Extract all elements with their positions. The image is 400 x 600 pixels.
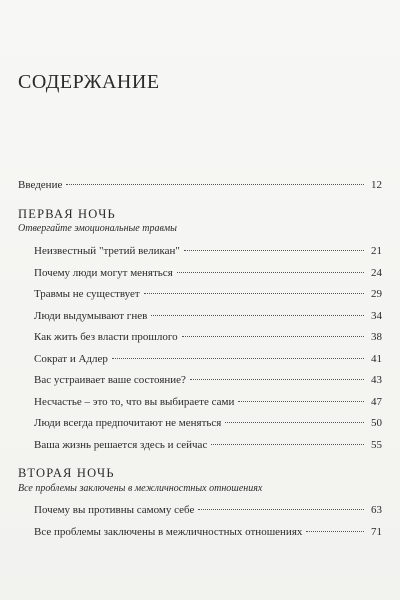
toc-entry-page: 63: [371, 504, 382, 516]
toc-entry-page: 34: [371, 310, 382, 322]
dot-leader: [238, 401, 364, 402]
toc-entry-label: Почему люди могут меняться: [34, 267, 173, 279]
page-title: СОДЕРЖАНИЕ: [18, 71, 160, 93]
toc-entry-page: 29: [371, 288, 382, 300]
dot-leader: [144, 293, 364, 294]
part-title: ПЕРВАЯ НОЧЬ: [18, 207, 116, 221]
toc-entry: [34, 395, 382, 409]
dot-leader: [177, 272, 364, 273]
toc-entry-label: Введение: [18, 179, 63, 191]
toc-entry-label: Люди выдумывают гнев: [34, 310, 148, 322]
toc-entry: [34, 266, 382, 280]
toc-entry-page: 43: [371, 374, 382, 386]
dot-leader: [182, 336, 364, 337]
toc-entry-label: Несчастье – это то, что вы выбираете сами: [34, 396, 235, 408]
dot-leader: [306, 531, 364, 532]
toc-entry-page: 38: [371, 331, 382, 343]
toc-entry: [34, 503, 382, 517]
toc-entry: [34, 309, 382, 323]
dot-leader: [211, 444, 364, 445]
part-subtitle: Все проблемы заключены в межличностных отношениях: [18, 483, 263, 494]
toc-entry-label: Ваша жизнь решается здесь и сейчас: [34, 439, 208, 451]
toc-entry-label: Травмы не существует: [34, 288, 140, 300]
dot-leader: [112, 358, 364, 359]
toc-entry: [34, 352, 382, 366]
toc-entry: [34, 438, 382, 452]
dot-leader: [151, 315, 364, 316]
toc-entry-page: 50: [371, 417, 382, 429]
toc-entry: [34, 525, 382, 539]
toc-entry-page: 47: [371, 396, 382, 408]
dot-leader: [225, 422, 364, 423]
toc-entry-page: 55: [371, 439, 382, 451]
part-title: ВТОРАЯ НОЧЬ: [18, 466, 115, 480]
toc-entry-page: 24: [371, 267, 382, 279]
toc-entry: [34, 330, 382, 344]
toc-entry: [34, 416, 382, 430]
toc-entry: [34, 287, 382, 301]
toc-entry-intro: [18, 178, 382, 192]
toc-entry-label: Почему вы противны самому себе: [34, 504, 195, 516]
part-subtitle: Отвергайте эмоциональные травмы: [18, 223, 177, 234]
dot-leader: [184, 250, 364, 251]
toc-entry-label: Вас устраивает ваше состояние?: [34, 374, 186, 386]
toc-entry: [34, 373, 382, 387]
toc-entry-page: 21: [371, 245, 382, 257]
toc-entry-label: Как жить без власти прошлого: [34, 331, 178, 343]
toc-entry-label: Люди всегда предпочитают не меняться: [34, 417, 222, 429]
toc-entry-page: 12: [371, 179, 382, 191]
toc-entry-label: Все проблемы заключены в межличностных отношениях: [34, 526, 303, 538]
toc-entry-label: Сократ и Адлер: [34, 353, 108, 365]
toc-entry-page: 71: [371, 526, 382, 538]
dot-leader: [190, 379, 364, 380]
toc-entry-page: 41: [371, 353, 382, 365]
dot-leader: [66, 184, 364, 185]
toc-entry: [34, 244, 382, 258]
toc-entry-label: Неизвестный "третий великан": [34, 245, 180, 257]
dot-leader: [198, 509, 364, 510]
